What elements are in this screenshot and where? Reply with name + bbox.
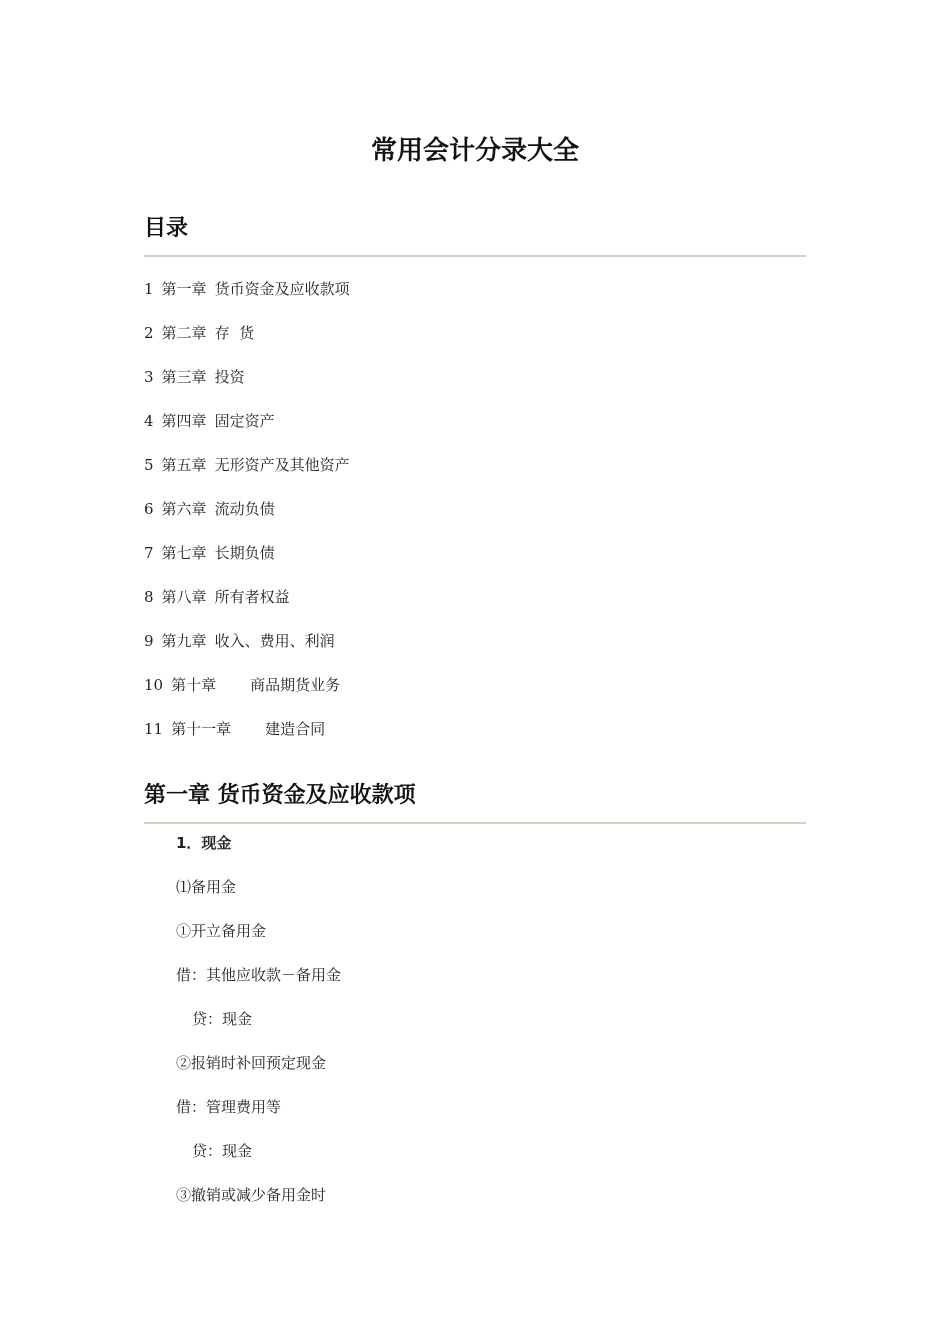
body-line: 借：其他应收款－备用金 [176,966,342,984]
toc-item[interactable]: 2 第二章 存 货 [144,324,255,342]
body-line: 贷：现金 [192,1010,253,1028]
body-line: ②报销时补回预定现金 [176,1054,327,1072]
table-of-contents [144,278,806,762]
toc-item[interactable]: 9 第九章 收入、费用、利润 [144,632,335,650]
toc-item[interactable]: 1 第一章 货币资金及应收款项 [144,280,350,298]
toc-divider [144,255,806,257]
body-line: 贷：现金 [192,1142,253,1160]
document-title: 常用会计分录大全 [370,136,579,166]
toc-item[interactable]: 8 第八章 所有者权益 [144,588,290,606]
toc-item[interactable]: 4 第四章 固定资产 [144,412,275,430]
section-heading: 1．现金 [176,834,232,852]
toc-item[interactable]: 10 第十章 商品期货业务 [144,676,341,694]
chapter-1-divider [144,822,806,824]
toc-heading: 目录 [144,216,189,241]
body-line: 借：管理费用等 [176,1098,282,1116]
toc-item[interactable]: 11 第十一章 建造合同 [144,720,326,738]
toc-item[interactable]: 5 第五章 无形资产及其他资产 [144,456,350,474]
toc-item[interactable]: 7 第七章 长期负债 [144,544,275,562]
body-line: ⑴备用金 [176,878,237,896]
toc-item[interactable]: 3 第三章 投资 [144,368,245,386]
chapter-1-body [176,832,806,1228]
toc-item[interactable]: 6 第六章 流动负债 [144,500,275,518]
body-line: ③撤销或减少备用金时 [176,1186,327,1204]
chapter-1-heading: 第一章 货币资金及应收款项 [144,783,416,808]
body-line: ①开立备用金 [176,922,267,940]
